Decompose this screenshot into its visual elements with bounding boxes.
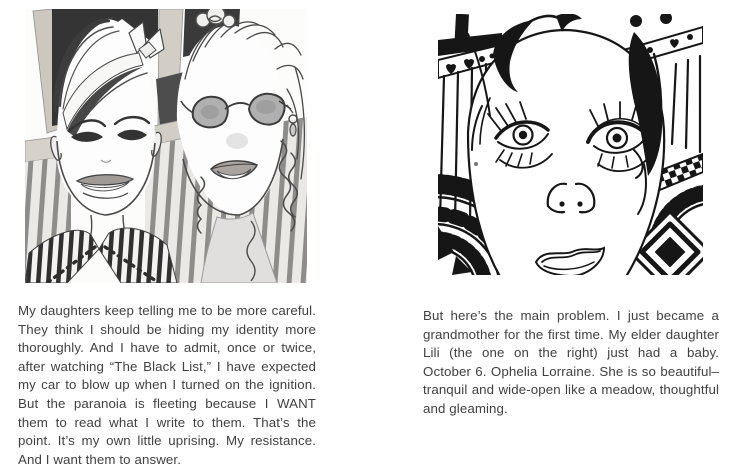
daughters-illustration (25, 9, 307, 283)
baby-drawing-svg (438, 14, 703, 275)
daughters-drawing-svg (25, 9, 307, 283)
left-caption-paragraph: My daughters keep telling me to be more careful. They think I should be hiding my identity more thoroughly. And I have to admit, once or twice, after watching “The Black List,” I have expected my car to blow up when I turned on the ignition. But the paranoia is fleeting because I WANT them to read what I write to them. That’s the point. It’s my own little uprising. My resistance. And I want them to answer. (18, 303, 316, 467)
right-caption-paragraph: But here’s the main problem. I just became a grandmother for the first time. My elder daughter Lili (the one on the right) just had a baby. October 6. Ophelia Lorraine. She is so beautiful–tranquil and wide-open like a meadow, thoughtful and gleaming. (423, 308, 719, 416)
baby-illustration (438, 14, 703, 275)
